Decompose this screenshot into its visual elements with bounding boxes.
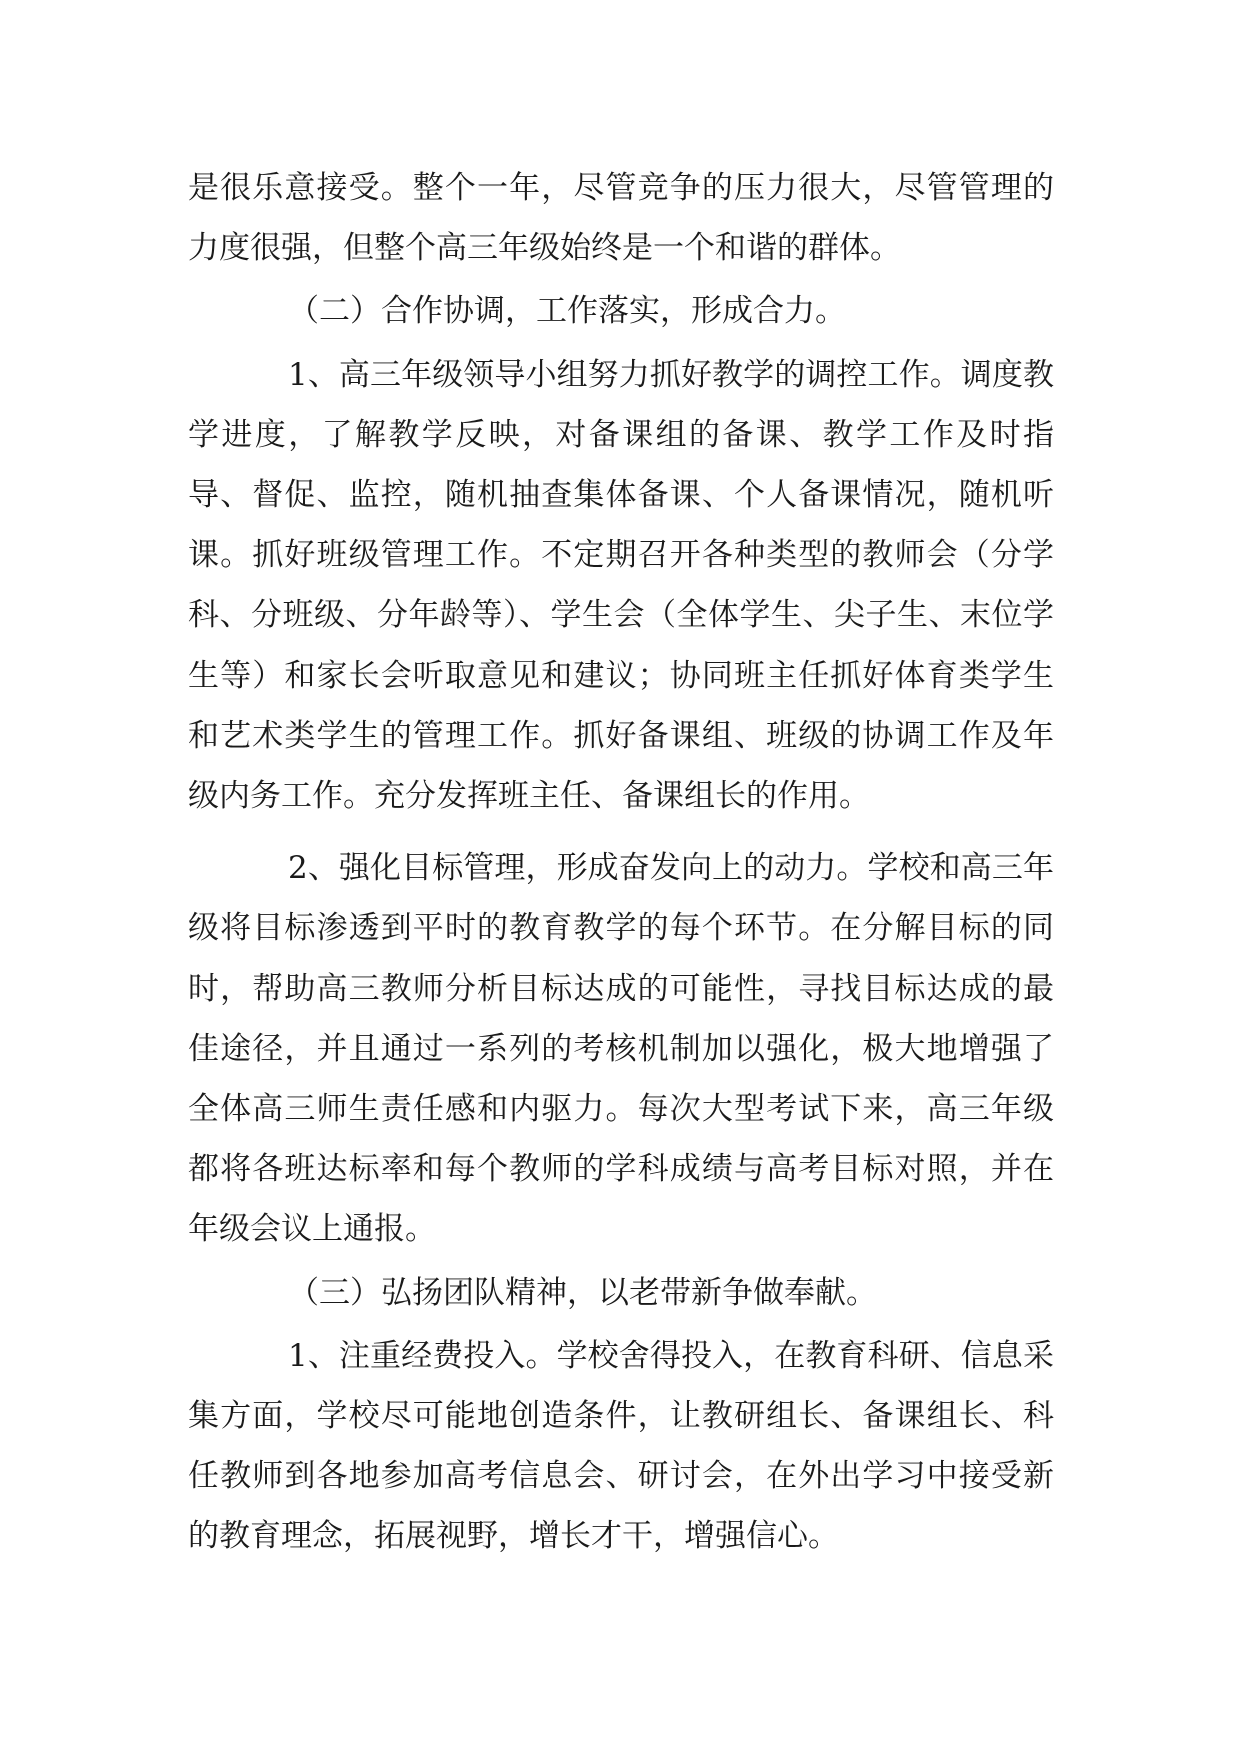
paragraph-continuation: 是很乐意接受。整个一年，尽管竞争的压力很大，尽管管理的力度很强，但整个高三年级始终是一个和谐的群体。 bbox=[188, 170, 1054, 267]
section-heading-2: （二）合作协调，工作落实，形成合力。 bbox=[288, 293, 846, 330]
document-body bbox=[188, 158, 1054, 1567]
paragraph-item-1b: 1、注重经费投入。学校舍得投入，在教育科研、信息采集方面，学校尽可能地创造条件，让教研组长、备课组长、科任教师到各地参加高考信息会、研讨会，在外出学习中接受新的教育理念，拓展视野，增长才干，增强信心。 bbox=[188, 1337, 1054, 1555]
section-heading-3: （三）弘扬团队精神，以老带新争做奉献。 bbox=[288, 1274, 877, 1311]
paragraph-item-1: 1、高三年级领导小组努力抓好教学的调控工作。调度教学进度，了解教学反映，对备课组的备课、教学工作及时指导、督促、监控，随机抽查集体备课、个人备课情况，随机听课。抓好班级管理工作。不定期召开各种类型的教师会（分学科、分班级、分年龄等）、学生会（全体学生、尖子生、末位学生等）和家长会听取意见和建议；协同班主任抓好体育类学生和艺术类学生的管理工作。抓好备课组、班级的协调工作及年级内务工作。充分发挥班主任、备课组长的作用。 bbox=[188, 356, 1054, 815]
paragraph-item-2: 2、强化目标管理，形成奋发向上的动力。学校和高三年级将目标渗透到平时的教育教学的每个环节。在分解目标的同时，帮助高三教师分析目标达成的可能性，寻找目标达成的最佳途径，并且通过一系列的考核机制加以强化，极大地增强了全体高三师生责任感和内驱力。每次大型考试下来，高三年级都将各班达标率和每个教师的学科成绩与高考目标对照，并在年级会议上通报。 bbox=[188, 850, 1054, 1248]
